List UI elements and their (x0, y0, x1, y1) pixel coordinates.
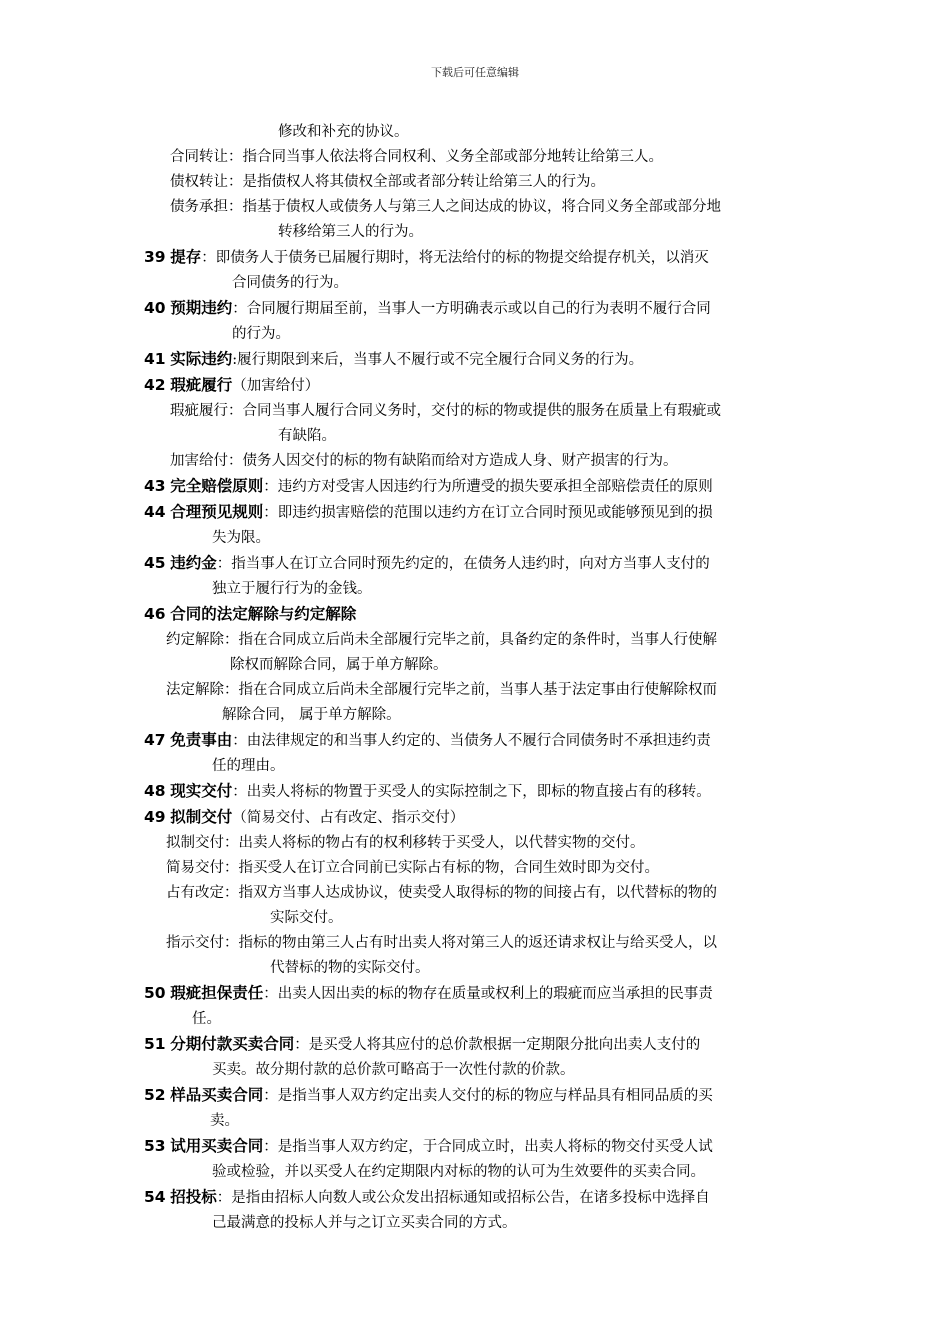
term-definition: （加害给付） (232, 378, 320, 394)
term-definition: ：出卖人将标的物置于买受人的实际控制之下，即标的物直接占有的移转。 (232, 784, 711, 800)
term-number: 41 (144, 350, 166, 368)
term-entry-53 (144, 1134, 808, 1160)
term-entry-44 (144, 500, 808, 526)
term-title: 试用买卖合同 (170, 1137, 264, 1155)
term-entry-46 (144, 602, 808, 628)
term-entry-40 (144, 296, 808, 322)
term-entry-49 (144, 805, 808, 831)
text-line: 修改和补充的协议。 (278, 124, 409, 140)
term-title: 预期违约 (170, 299, 233, 317)
text-line: 债务承担：指基于债权人或债务人与第三人之间达成的协议，将合同义务全部或部分地 (170, 199, 721, 215)
sub-definition: 指示交付：指标的物由第三人占有时出卖人将对第三人的返还请求权让与给买受人，以 (166, 935, 717, 951)
term-number: 52 (144, 1086, 166, 1104)
term-title: 实际违约 (170, 350, 233, 368)
term-number: 49 (144, 808, 166, 826)
text-line: 债权转让：是指债权人将其债权全部或者部分转让给第三人的行为。 (170, 174, 605, 190)
term-title: 合同的法定解除与约定解除 (170, 605, 357, 623)
term-number: 54 (144, 1188, 166, 1206)
term-title: 瑕疵履行 (170, 376, 233, 394)
term-title: 违约金 (170, 554, 217, 572)
sub-definition: 加害给付：债务人因交付的标的物有缺陷而给对方造成人身、财产损害的行为。 (170, 453, 678, 469)
term-definition: ：即违约损害赔偿的范围以违约方在订立合同时预见或能够预见到的损 (263, 505, 713, 521)
term-entry-52 (144, 1083, 808, 1109)
term-number: 42 (144, 376, 166, 394)
sub-definition: 简易交付：指买受人在订立合同前已实际占有标的物，合同生效时即为交付。 (166, 860, 659, 876)
term-title: 招投标 (170, 1188, 217, 1206)
term-definition: :履行期限到来后，当事人不履行或不完全履行合同义务的行为。 (232, 352, 644, 368)
term-number: 53 (144, 1137, 166, 1155)
term-number: 44 (144, 503, 166, 521)
term-title: 分期付款买卖合同 (170, 1035, 295, 1053)
term-entry-51 (144, 1032, 808, 1058)
term-definition: ：是买受人将其应付的总价款根据一定期限分批向出卖人支付的 (294, 1037, 701, 1053)
term-title: 合理预见规则 (170, 503, 264, 521)
term-continuation: 的行为。 (232, 326, 290, 342)
term-number: 40 (144, 299, 166, 317)
sub-definition: 法定解除：指在合同成立后尚未全部履行完毕之前，当事人基于法定事由行使解除权而 (166, 682, 717, 698)
term-continuation: 任的理由。 (212, 758, 285, 774)
term-continuation: 买卖。故分期付款的总价款可略高于一次性付款的价款。 (212, 1062, 575, 1078)
term-definition: ：由法律规定的和当事人约定的、当债务人不履行合同债务时不承担违约责 (232, 733, 711, 749)
term-entry-50 (144, 981, 808, 1007)
document-body (144, 120, 808, 1236)
sub-definition: 瑕疵履行：合同当事人履行合同义务时，交付的标的物或提供的服务在质量上有瑕疵或 (170, 403, 721, 419)
term-title: 现实交付 (170, 782, 233, 800)
sub-definition: 占有改定：指双方当事人达成协议，使卖受人取得标的物的间接占有，以代替标的物的 (166, 885, 717, 901)
term-number: 45 (144, 554, 166, 572)
term-continuation: 失为限。 (212, 530, 270, 546)
term-number: 39 (144, 248, 166, 266)
term-entry-41 (144, 347, 808, 373)
term-definition: ：是指当事人双方约定出卖人交付的标的物应与样品具有相同品质的买 (263, 1088, 713, 1104)
term-entry-43 (144, 474, 808, 500)
term-title: 样品买卖合同 (170, 1086, 264, 1104)
term-number: 51 (144, 1035, 166, 1053)
term-entry-39 (144, 245, 808, 271)
term-number: 50 (144, 984, 166, 1002)
term-continuation: 独立于履行行为的金钱。 (212, 581, 372, 597)
sub-definition: 约定解除：指在合同成立后尚未全部履行完毕之前，具备约定的条件时，当事人行使解 (166, 632, 717, 648)
term-definition: ：出卖人因出卖的标的物存在质量或权利上的瑕疵而应当承担的民事责 (263, 986, 713, 1002)
sub-continuation: 代替标的物的实际交付。 (270, 960, 430, 976)
term-definition: （简易交付、占有改定、指示交付） (232, 810, 465, 826)
term-title: 提存 (170, 248, 202, 266)
term-title: 拟制交付 (170, 808, 233, 826)
term-entry-54 (144, 1185, 808, 1211)
term-entry-45 (144, 551, 808, 577)
sub-continuation: 有缺陷。 (278, 428, 336, 444)
sub-continuation: 解除合同， 属于单方解除。 (222, 707, 401, 723)
sub-continuation: 除权而解除合同，属于单方解除。 (230, 657, 448, 673)
term-definition: ：即债务人于债务已届履行期时，将无法给付的标的物提交给提存机关，以消灭 (201, 250, 709, 266)
term-continuation: 卖。 (210, 1113, 239, 1129)
sub-definition: 拟制交付：出卖人将标的物占有的权利移转于买受人，以代替实物的交付。 (166, 835, 645, 851)
term-title: 瑕疵担保责任 (170, 984, 264, 1002)
page-header: 下载后可任意编辑 (431, 66, 519, 79)
term-entry-42 (144, 373, 808, 399)
term-number: 48 (144, 782, 166, 800)
term-title: 完全赔偿原则 (170, 477, 264, 495)
term-entry-47 (144, 728, 808, 754)
text-line: 转移给第三人的行为。 (278, 224, 423, 240)
term-number: 47 (144, 731, 166, 749)
term-continuation: 验或检验，并以买受人在约定期限内对标的物的认可为生效要件的买卖合同。 (212, 1164, 705, 1180)
term-title: 免责事由 (170, 731, 233, 749)
term-continuation: 己最满意的投标人并与之订立买卖合同的方式。 (212, 1215, 517, 1231)
term-definition: ：合同履行期届至前，当事人一方明确表示或以自己的行为表明不履行合同 (232, 301, 711, 317)
term-definition: ：是指当事人双方约定，于合同成立时，出卖人将标的物交付买受人试 (263, 1139, 713, 1155)
term-definition: ：违约方对受害人因违约行为所遭受的损失要承担全部赔偿责任的原则 (263, 479, 713, 495)
term-entry-48 (144, 779, 808, 805)
term-continuation: 合同债务的行为。 (232, 275, 348, 291)
text-line: 合同转让：指合同当事人依法将合同权利、义务全部或部分地转让给第三人。 (170, 149, 663, 165)
sub-continuation: 实际交付。 (270, 910, 343, 926)
term-number: 46 (144, 605, 166, 623)
term-definition: ：是指由招标人向数人或公众发出招标通知或招标公告，在诸多投标中选择自 (216, 1190, 710, 1206)
term-definition: ：指当事人在订立合同时预先约定的，在债务人违约时，向对方当事人支付的 (216, 556, 710, 572)
term-continuation: 任。 (192, 1011, 221, 1027)
term-number: 43 (144, 477, 166, 495)
